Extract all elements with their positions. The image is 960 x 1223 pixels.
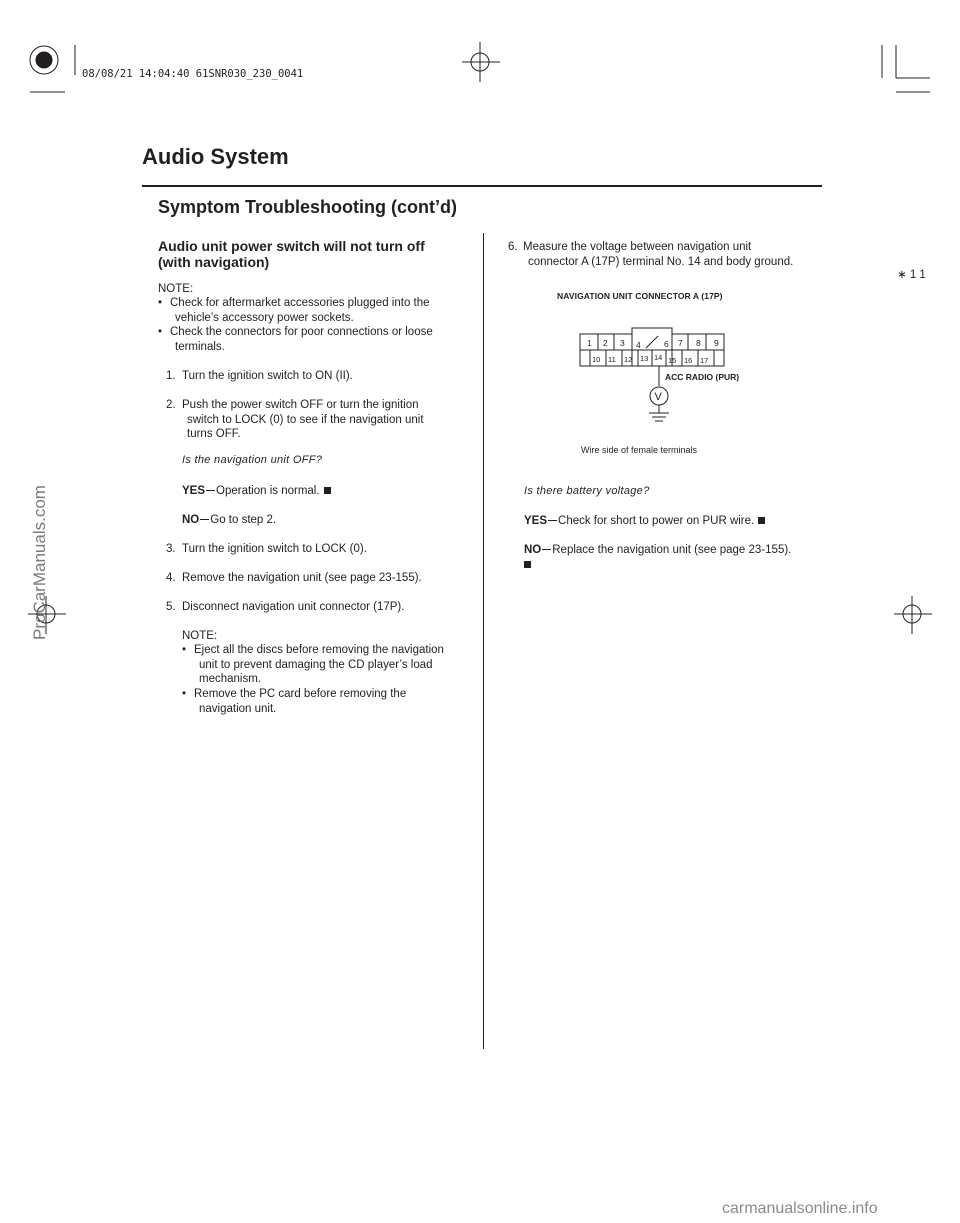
terminal-label: 15 (668, 356, 677, 365)
terminal-label: 16 (684, 356, 693, 365)
note-label: NOTE: (158, 283, 194, 295)
step-4-number: 4. (166, 572, 176, 584)
watermark-bottom: carmanualsonline.info (722, 1200, 878, 1217)
header-rule (142, 185, 822, 187)
wire-label: ACC RADIO (PUR) (665, 372, 740, 382)
terminal-label: 13 (640, 354, 649, 363)
terminal-label: 3 (620, 338, 625, 348)
terminal-label: 12 (624, 355, 633, 364)
symptom-title-line1: Audio unit power switch will not turn off (158, 238, 425, 254)
side-mark: ∗ 1 1 (897, 269, 926, 281)
terminal-label: 4 (636, 340, 641, 350)
terminal-label: 1 (587, 338, 592, 348)
end-mark (758, 517, 765, 524)
yes-label: YES (182, 485, 206, 497)
terminal-label: 6 (664, 339, 669, 349)
step-3-text: Turn the ignition switch to LOCK (0). (182, 543, 367, 555)
yes-branch-1 (182, 484, 331, 499)
yes-text: Check for short to power on PUR wire. (558, 515, 755, 527)
symptom-title (158, 238, 425, 270)
end-mark (324, 487, 331, 494)
end-mark (524, 561, 531, 568)
step-1-text: Turn the ignition switch to ON (II). (182, 370, 353, 382)
connector-caption: Wire side of female terminals (581, 445, 698, 455)
terminal-label: 7 (678, 338, 683, 348)
step-2-text: Push the power switch OFF or turn the ignition switch to LOCK (0) to see if the navigation unit turns OFF. (182, 399, 424, 441)
terminal-label: 17 (700, 356, 709, 365)
step-5-number: 5. (166, 601, 176, 613)
note-2-item: • Eject all the discs before removing the navigation unit to prevent damaging the CD player’s load mechanism. (182, 644, 444, 686)
yes-label: YES (524, 515, 548, 527)
print-stamp: 08/08/21 14:04:40 61SNR030_230_0041 (82, 68, 304, 80)
connector-title: NAVIGATION UNIT CONNECTOR A (17P) (557, 291, 723, 301)
terminal-label: 8 (696, 338, 701, 348)
no-label: NO (182, 514, 200, 526)
no-branch-1 (182, 513, 276, 528)
terminal-label: 14 (654, 353, 663, 362)
no-branch-2 (524, 543, 791, 558)
page-subtitle: Symptom Troubleshooting (cont’d) (158, 197, 457, 217)
yes-branch-2 (524, 514, 765, 529)
section-title: Audio System (142, 144, 289, 169)
terminal-label: 2 (603, 338, 608, 348)
step-5-text: Disconnect navigation unit connector (17P). (182, 601, 405, 613)
note-2-label: NOTE: (182, 630, 218, 642)
no-text: Go to step 2. (210, 514, 277, 526)
no-text: Replace the navigation unit (see page 23-155). (552, 544, 792, 556)
step-6-text: Measure the voltage between navigation unit connector A (17P) terminal No. 14 and body ground. (523, 241, 794, 268)
step-2-number: 2. (166, 399, 176, 411)
note-item: • Check for aftermarket accessories plugged into the vehicle’s accessory power sockets. (158, 297, 430, 324)
note-item: • Check the connectors for poor connections or loose terminals. (158, 326, 433, 353)
step-4-text: Remove the navigation unit (see page 23-155). (182, 572, 422, 584)
question-2: Is there battery voltage? (524, 485, 650, 497)
column-divider (483, 233, 484, 1049)
step-3-number: 3. (166, 543, 176, 555)
yes-text: Operation is normal. (216, 485, 320, 497)
voltmeter-symbol: V (654, 391, 662, 403)
terminal-label: 9 (714, 338, 719, 348)
symptom-title-line2: (with navigation) (158, 254, 270, 270)
terminal-label: 11 (608, 355, 616, 364)
note-2-item: • Remove the PC card before removing the navigation unit. (182, 688, 407, 715)
step-6-number: 6. (508, 241, 518, 253)
no-label: NO (524, 544, 542, 556)
watermark-left: ProCarManuals.com (30, 485, 49, 640)
question-1: Is the navigation unit OFF? (182, 454, 323, 466)
terminal-label: 10 (592, 355, 601, 364)
step-1-number: 1. (166, 370, 176, 382)
